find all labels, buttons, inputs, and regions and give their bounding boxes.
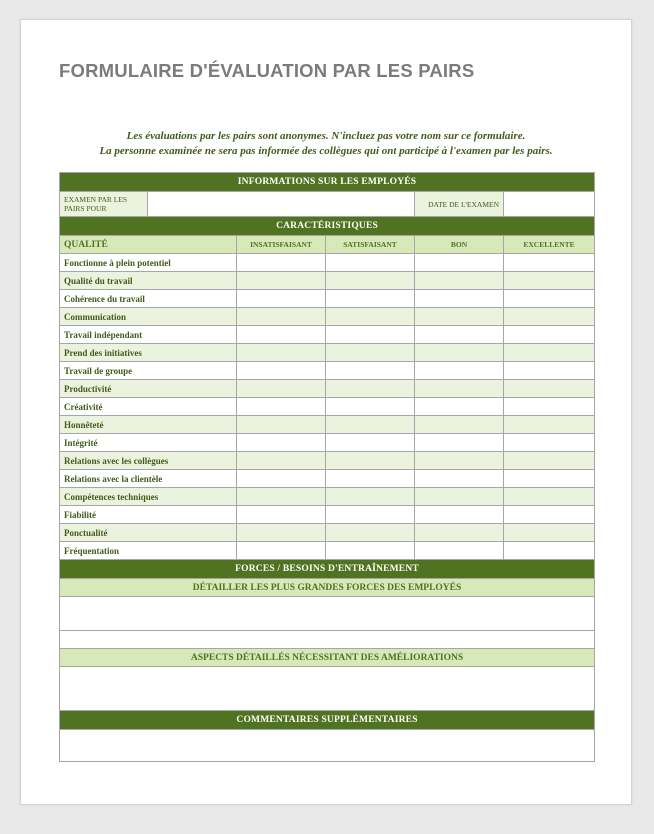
rating-cell-satisfactory[interactable]: [326, 434, 415, 452]
rating-cell-excellent[interactable]: [504, 524, 595, 542]
table-row: [60, 488, 595, 506]
rating-cell-excellent[interactable]: [504, 254, 595, 272]
table-row: [60, 524, 595, 542]
column-header-unsatisfactory: INSATISFAISANT: [237, 236, 326, 254]
rating-cell-excellent[interactable]: [504, 542, 595, 560]
rating-cell-excellent[interactable]: [504, 434, 595, 452]
table-row: [60, 542, 595, 560]
quality-label: Productivité: [60, 380, 237, 398]
rating-cell-satisfactory[interactable]: [326, 326, 415, 344]
column-header-satisfactory: SATISFAISANT: [326, 236, 415, 254]
spacer-row: [60, 631, 595, 649]
rating-cell-good[interactable]: [415, 542, 504, 560]
rating-cell-satisfactory[interactable]: [326, 344, 415, 362]
improvements-label: ASPECTS DÉTAILLÉS NÉCESSITANT DES AMÉLIORATIONS: [60, 649, 595, 667]
table-row: [60, 308, 595, 326]
table-row: [60, 452, 595, 470]
rating-cell-satisfactory[interactable]: [326, 488, 415, 506]
table-row: [60, 254, 595, 272]
rating-cell-satisfactory[interactable]: [326, 470, 415, 488]
rating-cell-unsatisfactory[interactable]: [237, 398, 326, 416]
rating-cell-satisfactory[interactable]: [326, 416, 415, 434]
quality-label: Fonctionne à plein potentiel: [60, 254, 237, 272]
rating-cell-satisfactory[interactable]: [326, 308, 415, 326]
table-row: [60, 290, 595, 308]
quality-label: Relations avec la clientèle: [60, 470, 237, 488]
table-row: [60, 326, 595, 344]
strengths-field[interactable]: [60, 597, 595, 631]
rating-cell-good[interactable]: [415, 290, 504, 308]
column-header-excellent: EXCELLENTE: [504, 236, 595, 254]
quality-label: Travail indépendant: [60, 326, 237, 344]
rating-cell-unsatisfactory[interactable]: [237, 272, 326, 290]
rating-cell-satisfactory[interactable]: [326, 542, 415, 560]
rating-cell-excellent[interactable]: [504, 470, 595, 488]
rating-cell-unsatisfactory[interactable]: [237, 380, 326, 398]
rating-cell-excellent[interactable]: [504, 308, 595, 326]
rating-cell-unsatisfactory[interactable]: [237, 362, 326, 380]
rating-cell-unsatisfactory[interactable]: [237, 506, 326, 524]
improvements-field[interactable]: [60, 667, 595, 711]
intro-text: [59, 129, 593, 159]
rating-cell-unsatisfactory[interactable]: [237, 470, 326, 488]
table-row: [60, 362, 595, 380]
comments-field[interactable]: [60, 730, 595, 762]
table-row: [60, 434, 595, 452]
rating-cell-excellent[interactable]: [504, 416, 595, 434]
table-row: [60, 416, 595, 434]
quality-label: Honnêteté: [60, 416, 237, 434]
rating-cell-excellent[interactable]: [504, 272, 595, 290]
rating-cell-satisfactory[interactable]: [326, 398, 415, 416]
rating-cell-excellent[interactable]: [504, 290, 595, 308]
rating-cell-satisfactory[interactable]: [326, 506, 415, 524]
rating-cell-excellent[interactable]: [504, 326, 595, 344]
rating-cell-unsatisfactory[interactable]: [237, 488, 326, 506]
table-row: [60, 398, 595, 416]
quality-label: Fiabilité: [60, 506, 237, 524]
rating-cell-good[interactable]: [415, 506, 504, 524]
column-header-good: BON: [415, 236, 504, 254]
rating-cell-good[interactable]: [415, 416, 504, 434]
rating-cell-satisfactory[interactable]: [326, 290, 415, 308]
rating-cell-excellent[interactable]: [504, 398, 595, 416]
table-row: [60, 272, 595, 290]
quality-label: Relations avec les collègues: [60, 452, 237, 470]
quality-label: Ponctualité: [60, 524, 237, 542]
rating-cell-unsatisfactory[interactable]: [237, 434, 326, 452]
quality-label: Prend des initiatives: [60, 344, 237, 362]
rating-cell-satisfactory[interactable]: [326, 452, 415, 470]
quality-label: Cohérence du travail: [60, 290, 237, 308]
rating-cell-unsatisfactory[interactable]: [237, 290, 326, 308]
rating-cell-unsatisfactory[interactable]: [237, 254, 326, 272]
quality-label: Travail de groupe: [60, 362, 237, 380]
characteristics-header: CARACTÉRISTIQUES: [60, 217, 595, 236]
rating-cell-excellent[interactable]: [504, 362, 595, 380]
review-date-field[interactable]: [504, 192, 595, 217]
strengths-header: FORCES / BESOINS D'ENTRAÎNEMENT: [60, 560, 595, 579]
page-title: FORMULAIRE D'ÉVALUATION PAR LES PAIRS: [59, 60, 475, 81]
rating-cell-good[interactable]: [415, 470, 504, 488]
reviewee-field[interactable]: [148, 192, 415, 217]
rating-cell-good[interactable]: [415, 452, 504, 470]
rating-cell-excellent[interactable]: [504, 488, 595, 506]
rating-cell-satisfactory[interactable]: [326, 254, 415, 272]
quality-rows: [60, 254, 595, 560]
table-row: [60, 380, 595, 398]
rating-cell-satisfactory[interactable]: [326, 380, 415, 398]
rating-cell-excellent[interactable]: [504, 452, 595, 470]
rating-cell-unsatisfactory[interactable]: [237, 524, 326, 542]
rating-cell-satisfactory[interactable]: [326, 362, 415, 380]
quality-label: Compétences techniques: [60, 488, 237, 506]
quality-label: Créativité: [60, 398, 237, 416]
rating-cell-good[interactable]: [415, 434, 504, 452]
rating-cell-good[interactable]: [415, 380, 504, 398]
rating-cell-unsatisfactory[interactable]: [237, 344, 326, 362]
table-row: [60, 506, 595, 524]
rating-cell-good[interactable]: [415, 308, 504, 326]
table-row: [60, 344, 595, 362]
quality-label: Communication: [60, 308, 237, 326]
intro-line-1: Les évaluations par les pairs sont anonymes. N'incluez pas votre nom sur ce formulaire.: [126, 130, 526, 142]
rating-cell-unsatisfactory[interactable]: [237, 542, 326, 560]
rating-cell-excellent[interactable]: [504, 380, 595, 398]
rating-cell-unsatisfactory[interactable]: [237, 416, 326, 434]
document-page: [20, 19, 632, 805]
rating-cell-good[interactable]: [415, 488, 504, 506]
peer-review-form: [59, 172, 595, 762]
table-row: [60, 470, 595, 488]
rating-cell-good[interactable]: [415, 398, 504, 416]
column-header-quality: QUALITÉ: [60, 236, 237, 254]
rating-cell-unsatisfactory[interactable]: [237, 452, 326, 470]
rating-cell-unsatisfactory[interactable]: [237, 308, 326, 326]
quality-label: Intégrité: [60, 434, 237, 452]
review-date-label: DATE DE L'EXAMEN: [415, 192, 504, 217]
rating-cell-good[interactable]: [415, 326, 504, 344]
comments-header: COMMENTAIRES SUPPLÉMENTAIRES: [60, 711, 595, 730]
strengths-label: DÉTAILLER LES PLUS GRANDES FORCES DES EMPLOYÉS: [60, 579, 595, 597]
rating-cell-satisfactory[interactable]: [326, 524, 415, 542]
intro-line-2: La personne examinée ne sera pas informée des collègues qui ont participé à l'examen par les pairs.: [99, 145, 553, 157]
rating-cell-excellent[interactable]: [504, 506, 595, 524]
rating-cell-satisfactory[interactable]: [326, 272, 415, 290]
rating-cell-good[interactable]: [415, 362, 504, 380]
quality-label: Qualité du travail: [60, 272, 237, 290]
rating-cell-good[interactable]: [415, 254, 504, 272]
reviewee-label: EXAMEN PAR LES PAIRS POUR: [60, 192, 148, 217]
rating-cell-excellent[interactable]: [504, 344, 595, 362]
employee-info-header: INFORMATIONS SUR LES EMPLOYÉS: [60, 173, 595, 192]
rating-cell-good[interactable]: [415, 344, 504, 362]
rating-cell-good[interactable]: [415, 524, 504, 542]
quality-label: Fréquentation: [60, 542, 237, 560]
rating-cell-unsatisfactory[interactable]: [237, 326, 326, 344]
rating-cell-good[interactable]: [415, 272, 504, 290]
